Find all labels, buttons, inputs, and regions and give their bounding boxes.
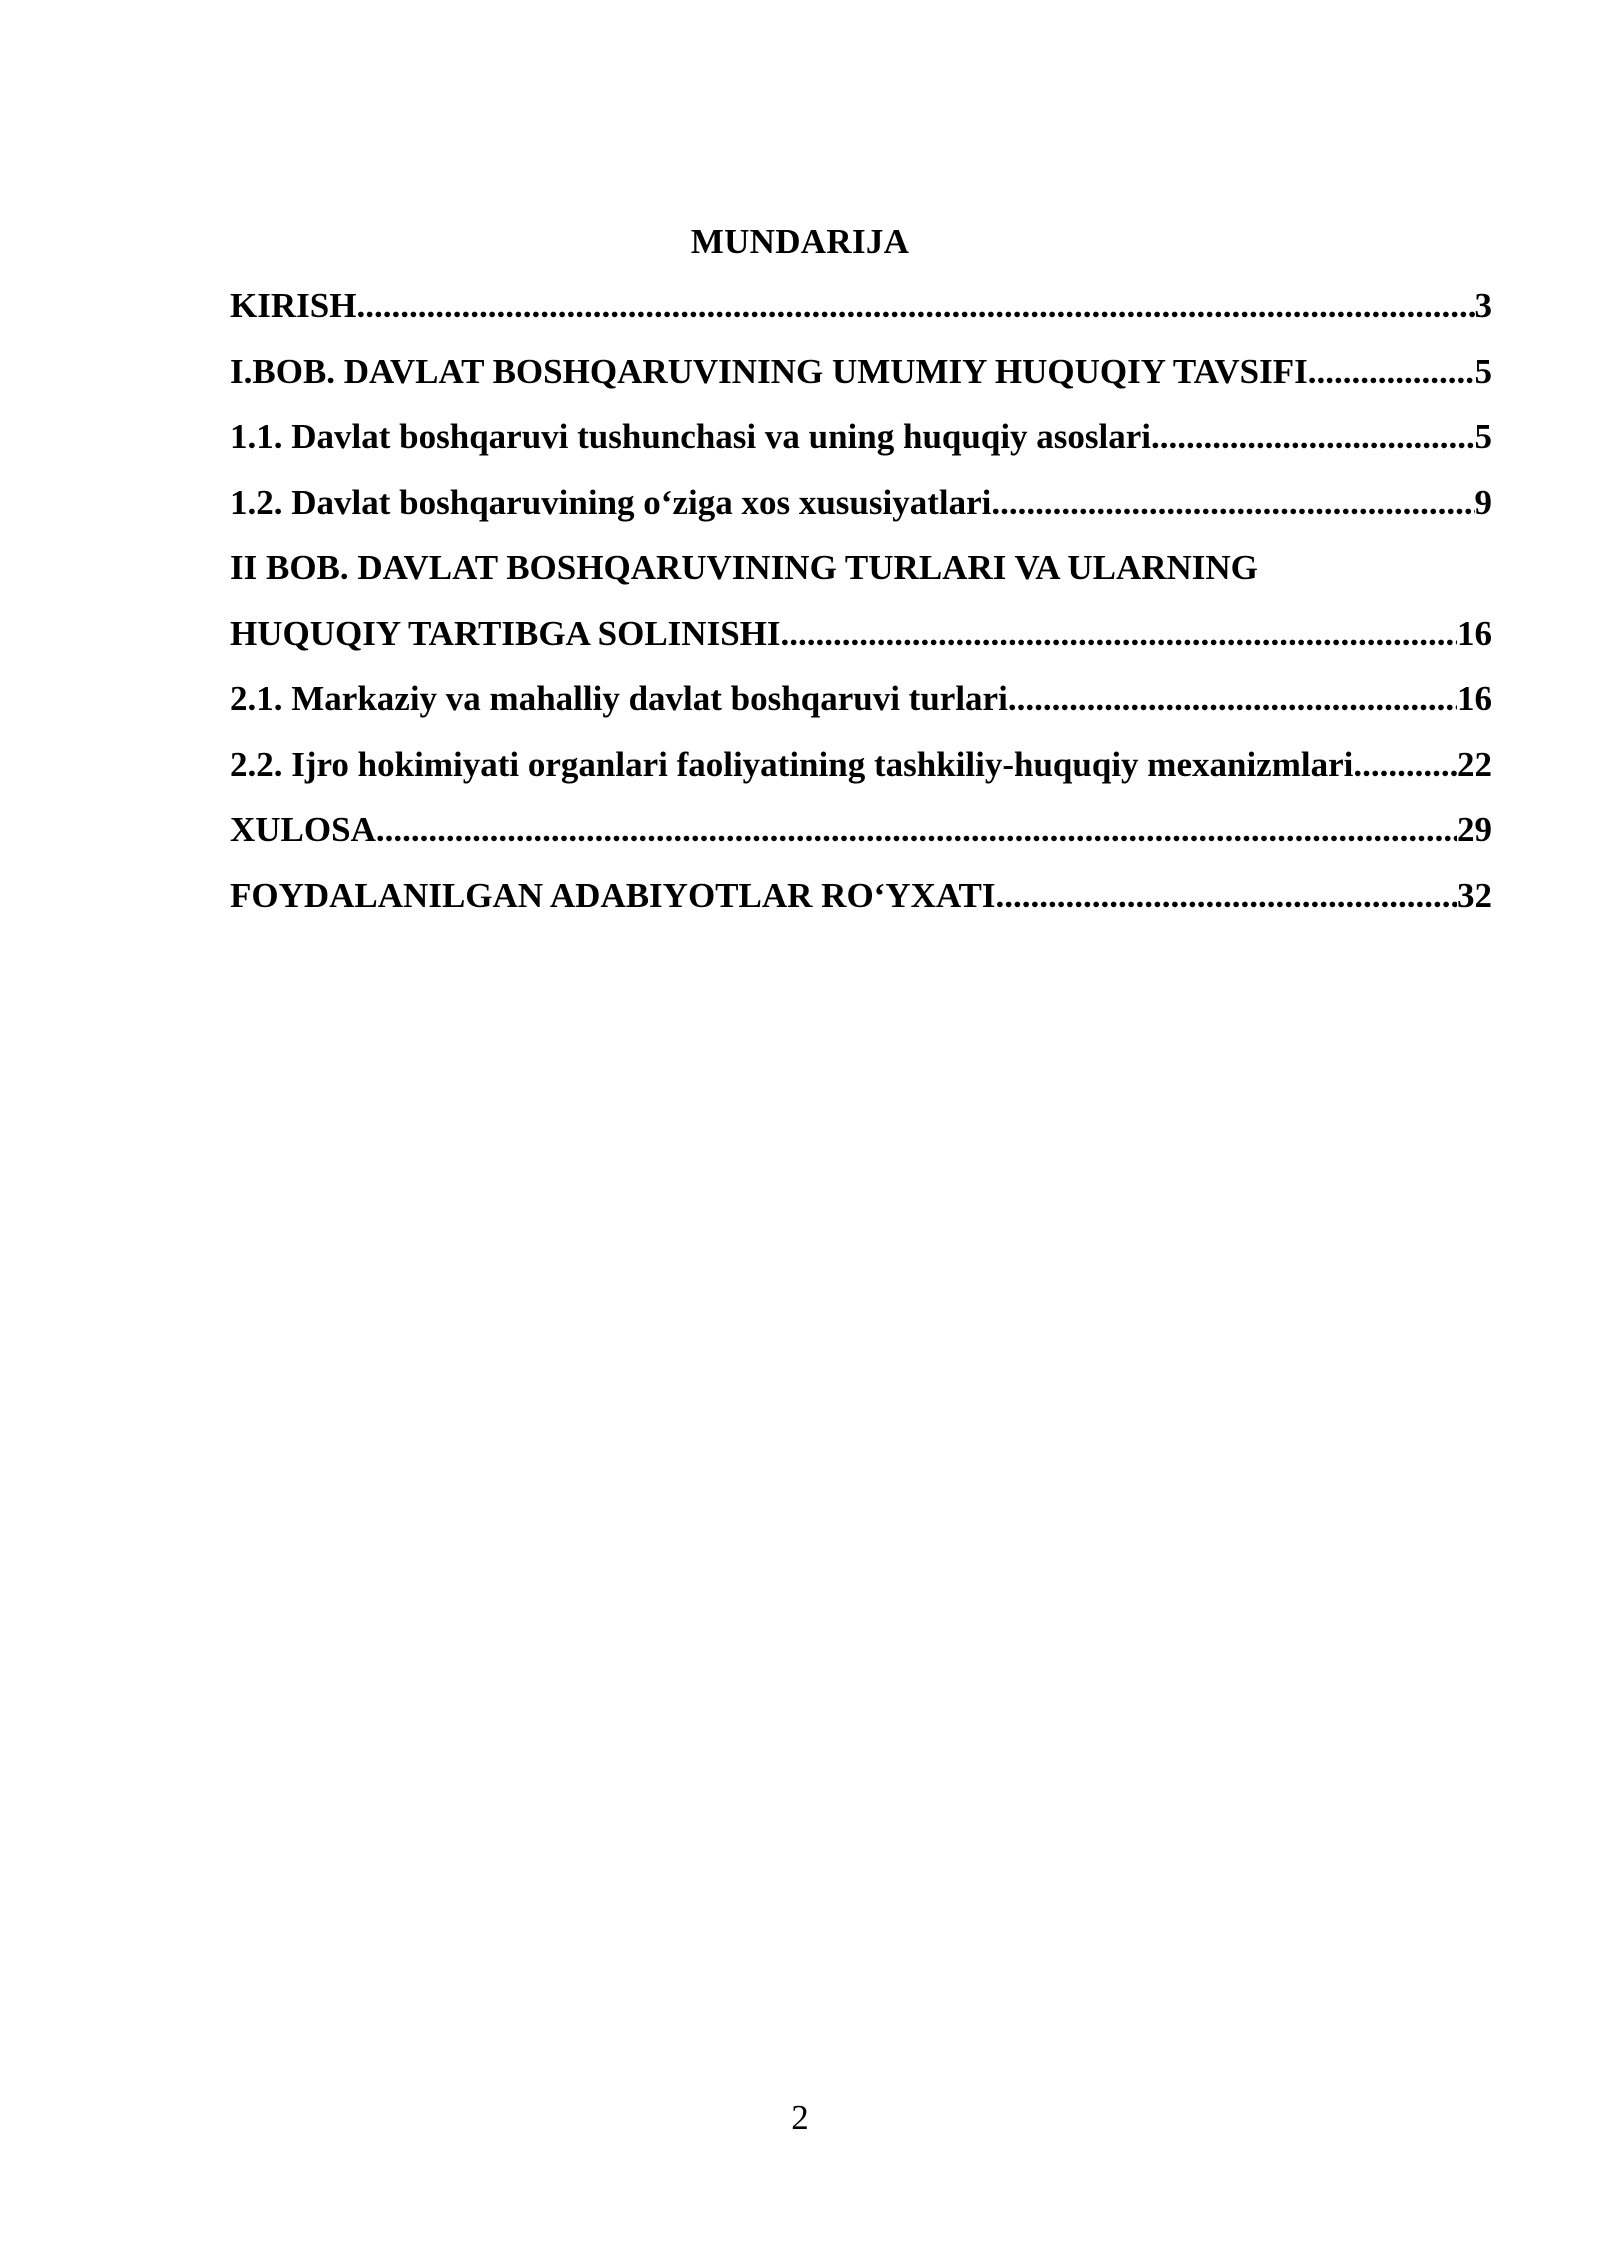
toc-entry-text: I.BOB. DAVLAT BOSHQARUVINING UMUMIY HUQUQIY TAVSIFI — [230, 351, 1308, 391]
toc-entry-text: 2.1. Markaziy va mahalliy davlat boshqaruvi turlari — [230, 679, 1008, 718]
toc-leader-dots — [1008, 671, 1457, 727]
toc-entry-page: 3 — [1474, 286, 1492, 325]
table-of-contents — [230, 278, 1492, 933]
page-number: 2 — [791, 2098, 809, 2137]
toc-leader-dots — [1151, 409, 1474, 465]
toc-entry-page: 16 — [1457, 613, 1492, 653]
toc-leader-dots — [376, 802, 1457, 858]
toc-entry-references — [230, 868, 1492, 934]
toc-entry-xulosa — [230, 802, 1492, 868]
toc-entry-text: XULOSA — [230, 810, 376, 849]
toc-entry-text: HUQUQIY TARTIBGA SOLINISHI — [230, 613, 781, 653]
toc-entry-text: II BOB. DAVLAT BOSHQARUVINING TURLARI VA ULARNING — [230, 548, 1258, 587]
toc-leader-dots — [1362, 737, 1457, 793]
toc-entry-chapter-1 — [230, 344, 1492, 410]
toc-entry-section-1-2 — [230, 475, 1492, 541]
toc-entry-section-1-1 — [230, 409, 1492, 475]
toc-entry-text: 1.2. Davlat boshqaruvining o‘ziga xos xususiyatlari — [230, 482, 992, 522]
toc-entry-page: 5 — [1474, 351, 1492, 391]
toc-entry-section-2-1 — [230, 671, 1492, 737]
toc-entry-page: 32 — [1457, 875, 1492, 915]
toc-entry-page: 5 — [1474, 417, 1492, 456]
toc-title: MUNDARIJA — [690, 222, 910, 261]
toc-leader-dots — [781, 606, 1458, 662]
toc-leader-dots — [991, 475, 1474, 531]
toc-leader-dots — [356, 278, 1474, 334]
toc-entry-kirish — [230, 278, 1492, 344]
toc-entry-chapter-2-line-2 — [230, 606, 1492, 672]
toc-entry-text: KIRISH — [230, 286, 357, 325]
toc-entry-page: 9 — [1474, 482, 1492, 522]
toc-leader-dots — [996, 868, 1457, 924]
toc-entry-text: FOYDALANILGAN ADABIYOTLAR RO‘YXATI — [230, 875, 996, 915]
toc-entry-text: 1.1. Davlat boshqaruvi tushunchasi va uning huquqiy asoslari — [230, 417, 1152, 456]
toc-entry-page: 16 — [1457, 679, 1492, 718]
toc-entry-page: 29 — [1457, 810, 1492, 849]
toc-leader-dots — [1308, 344, 1475, 400]
toc-entry-chapter-2-line-1 — [230, 540, 1492, 606]
toc-entry-section-2-2 — [230, 737, 1492, 803]
toc-entry-text: 2.2. Ijro hokimiyati organlari faoliyatining tashkiliy-huquqiy mexanizmlari. — [230, 744, 1363, 784]
toc-entry-page: 22 — [1457, 744, 1492, 784]
